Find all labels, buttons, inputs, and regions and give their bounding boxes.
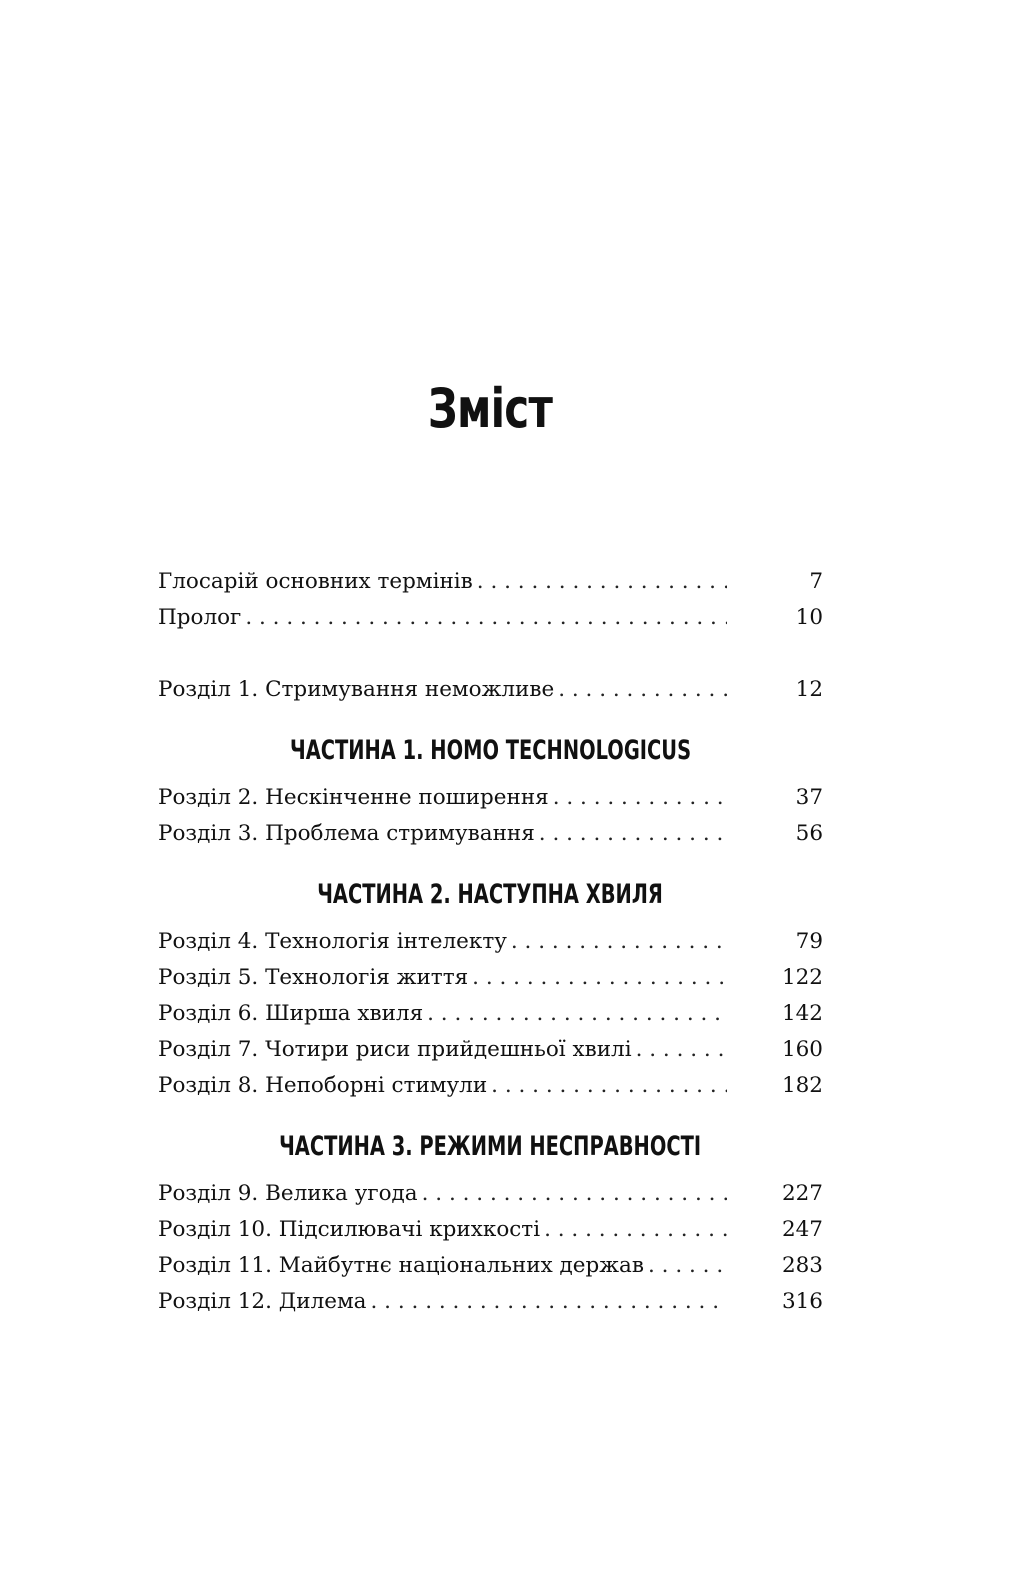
toc-entry-chapter-8[interactable] [158,1068,823,1104]
dot-leader [544,1212,727,1248]
toc-entry-label: Розділ 6. Ширша хвиля [158,1001,424,1026]
part-heading-2: ЧАСТИНА 2. НАСТУПНА ХВИЛЯ [317,879,664,910]
toc-entry-chapter-12[interactable] [158,1284,823,1320]
toc-entry-label: Розділ 5. Технологія життя [158,965,469,990]
page-title: Зміст [427,377,553,441]
spacer [158,636,823,672]
table-of-contents [158,564,823,1320]
toc-entry-page: 283 [781,1253,823,1278]
dot-leader [553,780,727,816]
toc-entry-chapter-1[interactable] [158,672,823,708]
toc-entry-page: 122 [781,965,823,990]
toc-entry-chapter-6[interactable] [158,996,823,1032]
dot-leader [539,816,727,852]
dot-leader [371,1284,727,1320]
dot-leader [422,1176,727,1212]
dot-leader [648,1248,727,1284]
toc-entry-page: 37 [795,785,823,810]
toc-entry-chapter-5[interactable] [158,960,823,996]
toc-entry-label: Розділ 1. Стримування неможливе [158,677,555,702]
toc-entry-label: Розділ 7. Чотири риси прийдешньої хвилі [158,1037,632,1062]
toc-entry-label: Пролог [158,605,242,630]
toc-entry-chapter-9[interactable] [158,1176,823,1212]
dot-leader [427,996,727,1032]
toc-entry-label: Розділ 8. Непоборні стимули [158,1073,488,1098]
toc-entry-chapter-4[interactable] [158,924,823,960]
dot-leader [511,924,727,960]
toc-entry-label: Глосарій основних термінів [158,569,473,594]
toc-entry-label: Розділ 11. Майбутнє національних держав [158,1253,644,1278]
toc-entry-page: 12 [795,677,823,702]
toc-entry-page: 79 [795,929,823,954]
toc-entry-page: 56 [795,821,823,846]
toc-entry-page: 160 [781,1037,823,1062]
dot-leader [558,672,727,708]
toc-entry-label: Розділ 3. Проблема стримування [158,821,535,846]
toc-entry-chapter-11[interactable] [158,1248,823,1284]
toc-entry-page: 142 [781,1001,823,1026]
toc-entry-page: 227 [781,1181,823,1206]
part-heading-1: ЧАСТИНА 1. HOMO TECHNOLOGICUS [289,735,692,766]
toc-entry-label: Розділ 12. Дилема [158,1289,367,1314]
toc-entry-page: 10 [795,605,823,630]
dot-leader [477,564,727,600]
toc-entry-page: 182 [781,1073,823,1098]
toc-entry-chapter-2[interactable] [158,780,823,816]
toc-entry-chapter-7[interactable] [158,1032,823,1068]
toc-entry-prologue[interactable] [158,600,823,636]
toc-entry-label: Розділ 2. Нескінченне поширення [158,785,549,810]
toc-entry-label: Розділ 4. Технологія інтелекту [158,929,507,954]
toc-entry-page: 247 [781,1217,823,1242]
dot-leader [472,960,727,996]
toc-entry-label: Розділ 9. Велика угода [158,1181,418,1206]
toc-entry-page: 7 [809,569,823,594]
toc-entry-glossary[interactable] [158,564,823,600]
toc-entry-chapter-3[interactable] [158,816,823,852]
toc-entry-chapter-10[interactable] [158,1212,823,1248]
dot-leader [245,600,727,636]
toc-entry-page: 316 [781,1289,823,1314]
part-heading-3: ЧАСТИНА 3. РЕЖИМИ НЕСПРАВНОСТІ [279,1131,702,1162]
dot-leader [491,1068,727,1104]
toc-entry-label: Розділ 10. Підсилювачі крихкості [158,1217,541,1242]
dot-leader [636,1032,727,1068]
